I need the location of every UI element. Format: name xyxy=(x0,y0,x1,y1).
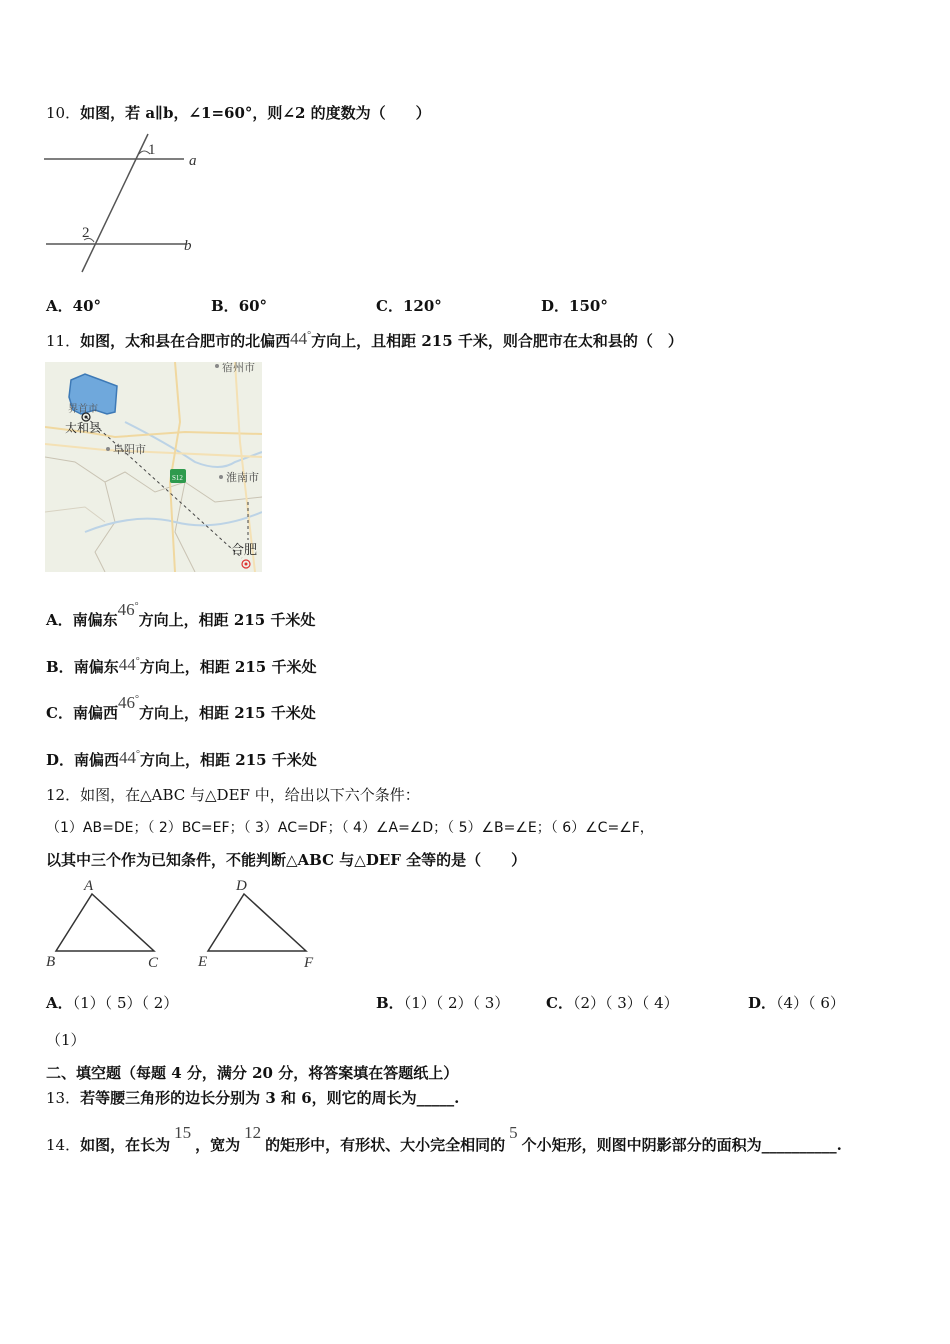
vertex-c: C xyxy=(148,955,159,971)
huainan-label: 淮南市 xyxy=(226,472,259,484)
q12-option-c[interactable]: C．（2）（ 3）（ 4） xyxy=(546,994,679,1012)
q12-option-a[interactable]: A．（1）（ 5）（ 2） xyxy=(46,994,179,1012)
q11-map xyxy=(45,362,262,572)
q12-conditions: （1）AB=DE；（ 2）BC=EF；（ 3）AC=DF；（ 4）∠A=∠D；（ 5）∠B=∠E；（ 6）∠C=∠F， xyxy=(46,820,654,836)
triangle-def xyxy=(208,894,306,951)
hefei-marker-dot xyxy=(245,563,248,566)
q11-option-b[interactable]: B．南偏东44°方向上，相距 215 千米处 xyxy=(46,655,317,676)
label-a: a xyxy=(189,153,197,169)
transversal xyxy=(82,134,148,272)
vertex-e: E xyxy=(198,954,208,970)
q12-question: 以其中三个作为已知条件，不能判断△ABC 与△DEF 全等的是（ ） xyxy=(46,851,527,869)
q14-stem: 14．如图，在长为15，宽为12的矩形中，有形状、大小完全相同的5个小矩形，则图中阴影部分的面积为__________. xyxy=(46,1123,842,1154)
q14-number: 14 xyxy=(46,1136,66,1154)
q10-number: 10 xyxy=(46,104,66,122)
q12-option-b[interactable]: B．（1）（ 2）（ 3） xyxy=(376,994,510,1012)
fuyang-marker xyxy=(106,447,110,451)
suzhou-label: 宿州市 xyxy=(222,362,255,374)
q11-option-c[interactable]: C．南偏西46°方向上，相距 215 千米处 xyxy=(46,693,316,722)
taihe-label: 太和县 xyxy=(65,421,102,435)
q11-stem: 11．如图，太和县在合肥市的北偏西44°方向上，且相距 215 千米，则合肥市在太和县的（ ） xyxy=(46,329,683,350)
huainan-marker xyxy=(219,475,223,479)
triangle-abc xyxy=(56,894,154,951)
q13-stem: 13．若等腰三角形的边长分别为 3 和 6，则它的周长为_____. xyxy=(46,1089,460,1107)
q10-option-d[interactable]: D．150° xyxy=(541,297,608,315)
vertex-d: D xyxy=(236,878,247,894)
q12-option-d-continued: （1） xyxy=(46,1031,86,1049)
label-2: 2 xyxy=(82,225,90,241)
q14-width: 12 xyxy=(244,1123,262,1142)
q11-angle: 44 xyxy=(290,329,308,348)
q10-figure xyxy=(44,132,204,277)
q10-text: 如图，若 a∥b，∠1=60°，则∠2 的度数为（ ） xyxy=(80,104,431,122)
q10-option-a[interactable]: A．40° xyxy=(46,297,102,315)
q10-option-c[interactable]: C．120° xyxy=(376,297,442,315)
road-label: S12 xyxy=(172,474,183,482)
q12-text: 如图，在△ABC 与△DEF 中，给出以下六个条件： xyxy=(80,786,420,804)
q12-option-d[interactable]: D．（4）（ 6） xyxy=(748,994,845,1012)
q12-number: 12 xyxy=(46,786,66,804)
label-1: 1 xyxy=(148,142,156,158)
q13-number: 13 xyxy=(46,1089,66,1107)
section-2-title: 二、填空题（每题 4 分，满分 20 分，将答案填在答题纸上） xyxy=(46,1064,459,1082)
q13-text: 若等腰三角形的边长分别为 3 和 6，则它的周长为_____. xyxy=(80,1089,460,1107)
q14-length: 15 xyxy=(174,1123,192,1142)
taihe-marker-dot xyxy=(85,416,88,419)
vertex-f: F xyxy=(304,955,314,971)
q10-stem: 10．如图，若 a∥b，∠1=60°，则∠2 的度数为（ ） xyxy=(46,104,431,122)
q11-option-d[interactable]: D．南偏西44°方向上，相距 215 千米处 xyxy=(46,748,317,769)
label-b: b xyxy=(184,238,192,254)
fuyang-label: 阜阳市 xyxy=(113,444,146,456)
q11-number: 11 xyxy=(46,332,66,350)
hefei-label: 合肥 xyxy=(231,542,258,557)
suzhou-marker xyxy=(215,364,219,368)
vertex-a: A xyxy=(84,878,94,894)
q11-option-a[interactable]: A．南偏东46°方向上，相距 215 千米处 xyxy=(46,600,316,629)
q10-option-b[interactable]: B．60° xyxy=(211,297,268,315)
q14-count: 5 xyxy=(509,1123,518,1142)
jieshou-label: 界首市 xyxy=(68,404,98,415)
q12-figure xyxy=(44,876,324,971)
q12-stem: 12．如图，在△ABC 与△DEF 中，给出以下六个条件： xyxy=(46,786,420,804)
vertex-b: B xyxy=(46,954,56,970)
